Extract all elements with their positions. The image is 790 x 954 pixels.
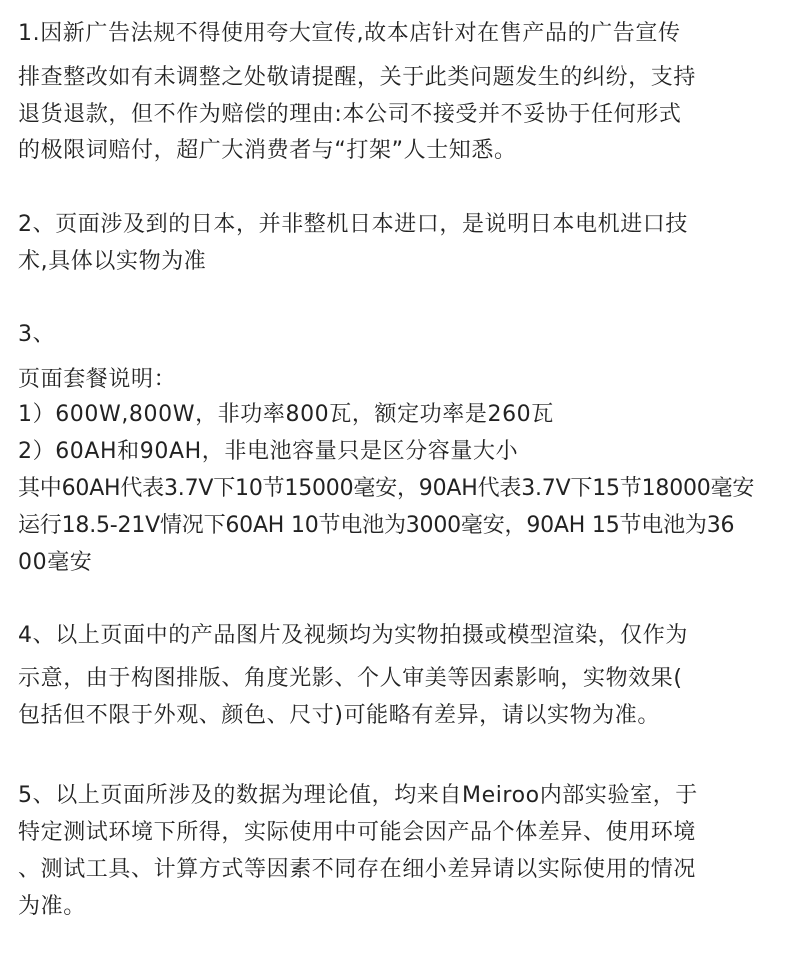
- text-line: 为准。: [18, 894, 86, 919]
- text-line: 特定测试环境下所得，实际使用中可能会因产品个体差异、使用环境: [18, 820, 697, 845]
- text-line: 2、页面涉及到的日本，并非整机日本进口，是说明日本电机进口技: [18, 212, 688, 237]
- text-line: 2）60AH和90AH，非电池容量只是区分容量大小: [18, 439, 519, 464]
- text-line: 1.因新广告法规不得使用夸大宣传,故本店针对在售产品的广告宣传: [18, 21, 681, 46]
- text-line: 包括但不限于外观、颜色、尺寸)可能略有差异，请以实物为准。: [18, 703, 660, 728]
- text-line: 、测试工具、计算方式等因素不同存在细小差异请以实际使用的情况: [18, 857, 697, 882]
- text-line: 00毫安: [18, 550, 93, 575]
- text-line: 5、以上页面所涉及的数据为理论值，均来自Meiroo内部实验室，于: [18, 783, 698, 808]
- text-line: 退货退款，但不作为赔偿的理由:本公司不接受并不妥协于任何形式: [18, 102, 682, 127]
- text-line: 示意，由于构图排版、角度光影、个人审美等因素影响，实物效果(: [18, 666, 683, 691]
- text-line: 排查整改如有未调整之处敬请提醒，关于此类问题发生的纠纷，支持: [18, 65, 697, 90]
- text-line: 术,具体以实物为准: [18, 249, 207, 274]
- text-line: 3、: [18, 322, 56, 347]
- text-line: 其中60AH代表3.7V下10节15000毫安，90AH代表3.7V下15节18000毫安: [18, 476, 755, 501]
- text-line: 运行18.5-21V情况下60AH 10节电池为3000毫安，90AH 15节电池为36: [18, 513, 735, 538]
- text-line: 页面套餐说明：: [18, 367, 177, 392]
- text-line: 4、以上页面中的产品图片及视频均为实物拍摄或模型渲染，仅作为: [18, 623, 688, 648]
- text-line: 的极限词赔付，超广大消费者与“打架”人士知悉。: [18, 138, 517, 163]
- text-line: 1）600W,800W，非功率800瓦，额定功率是260瓦: [18, 402, 554, 427]
